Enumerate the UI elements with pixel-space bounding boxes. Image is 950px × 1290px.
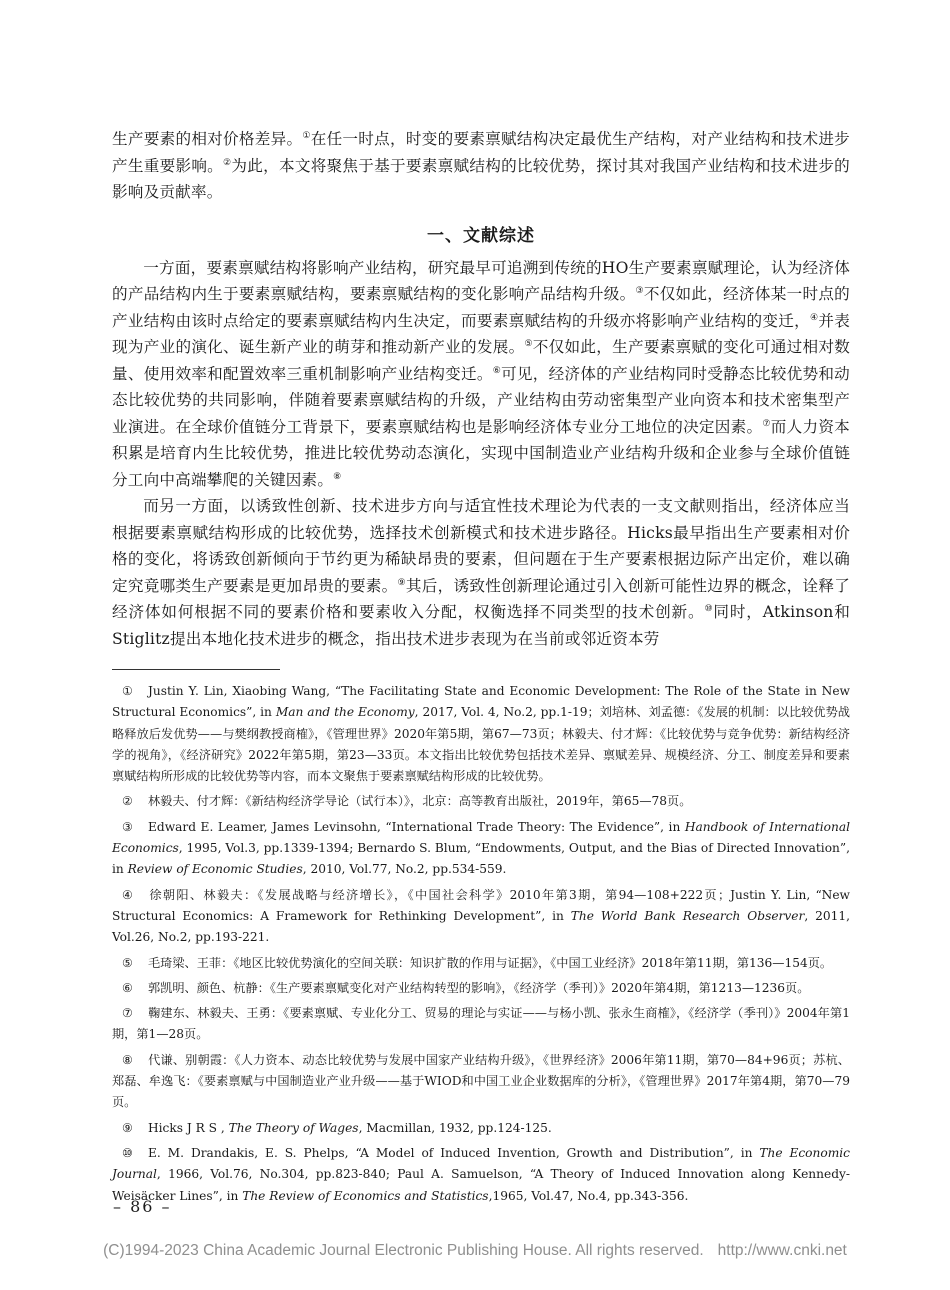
watermark-url: http://www.cnki.net <box>717 1242 847 1259</box>
text-run: 可见，经济体的产业结构同时受静态比较优势和动态比较优势的共同影响，伴随着要素禀赋结构的升级，产业结构由劳动密集型产业向资本和技术密集型产业演进。在全球价值链分工背景下，要素禀赋结构也是影响经济体专业分工地位的决定因素。 <box>112 364 850 436</box>
footnote-1: ① Justin Y. Lin, Xiaobing Wang, “The Facilitating State and Economic Development: The Role of the State in New Structural Economics”, in Man and the Economy, 2017, Vol. 4, No.2, pp.1-19；刘培林、刘孟德：《发展的机制：以比较优势战略释放后发优势——与樊纲教授商榷》，《管理世界》2020年第5期，第67—73页；林毅夫、付才辉：《比较优势与竞争优势：新结构经济学的视角》，《经济研究》2022年第5期，第23—33页。本文指出比较优势包括技术差异、禀赋差异、规模经济、分工、制度差异和要素禀赋结构所形成的比较优势等内容，而本文聚焦于要素禀赋结构形成的比较优势。 <box>112 681 850 787</box>
footnote-number: ⑧ <box>122 1052 133 1067</box>
footnote-ref[interactable]: ⑨ <box>397 577 406 588</box>
footnote-ref[interactable]: ① <box>302 130 311 141</box>
text-run: 生产要素的相对价格差异。 <box>112 130 303 148</box>
footnote-number: ⑨ <box>122 1120 133 1135</box>
footnote-ref[interactable]: ⑩ <box>704 603 714 614</box>
footnote-ref[interactable]: ④ <box>809 312 819 323</box>
footnote-6: ⑥ 郭凯明、颜色、杭静：《生产要素禀赋变化对产业结构转型的影响》，《经济学（季刊）》2020年第4期，第1213—1236页。 <box>112 978 850 999</box>
footnote-number: ⑩ <box>122 1145 133 1160</box>
footnote-number: ② <box>122 794 133 809</box>
footnote-ref[interactable]: ⑤ <box>524 338 533 349</box>
paragraph-2 <box>112 493 850 652</box>
footnote-9: ⑨ Hicks J R S , The Theory of Wages, Macmillan, 1932, pp.124-125. <box>112 1118 850 1139</box>
watermark-text: (C)1994-2023 China Academic Journal Electronic Publishing House. All rights reserved. <box>103 1242 704 1259</box>
footnote-3: ③ Edward E. Leamer, James Levinsohn, “International Trade Theory: The Evidence”, in Handbook of International Economics, 1995, Vol.3, pp.1339-1394; Bernardo S. Blum, “Endowments, Output, and the Bias of Directed Innovation”, in Review of Economic Studies, 2010, Vol.77, No.2, pp.534-559. <box>112 817 850 881</box>
footnote-ref[interactable]: ② <box>223 157 232 168</box>
footnote-4: ④ 徐朝阳、林毅夫：《发展战略与经济增长》，《中国社会科学》2010年第3期，第94—108+222页；Justin Y. Lin, “New Structural Economics: A Framework for Rethinking Development”, in The World Bank Research Observer, 2011, Vol.26, No.2, pp.193-221. <box>112 885 850 949</box>
paragraph-1 <box>112 255 850 494</box>
section-title: 一、文献综述 <box>427 225 535 246</box>
footnote-ref[interactable]: ⑦ <box>762 418 771 429</box>
footnote-10: ⑩ E. M. Drandakis, E. S. Phelps, “A Model of Induced Invention, Growth and Distribution”, in The Economic Journal, 1966, Vol.76, No.304, pp.823-840; Paul A. Samuelson, “A Theory of Induced Innovation along Kennedy-Weisäcker Lines”, in The Review of Economics and Statistics,1965, Vol.47, No.4, pp.343-356. <box>112 1143 850 1207</box>
footnote-divider <box>112 669 280 670</box>
footnote-number: ③ <box>122 819 133 834</box>
footnote-number: ⑦ <box>122 1006 133 1021</box>
text-run: 一方面，要素禀赋结构将影响产业结构，研究最早可追溯到传统的HO生产要素禀赋理论，认为经济体的产品结构内生于要素禀赋结构，要素禀赋结构的变化影响产品结构升级。 <box>112 258 850 303</box>
footnote-number: ① <box>122 684 133 698</box>
text-run: 其后，诱致性创新理论通过引入创新可能性边界的概念，诠释了经济体如何根据不同的要素价格和要素收入分配，权衡选择不同类型的技术创新。 <box>112 576 850 621</box>
text-run: 而另一方面，以诱致性创新、技术进步方向与适宜性技术理论为代表的一支文献则指出，经济体应当根据要素禀赋结构形成的比较优势，选择技术创新模式和技术进步路径。Hicks最早指出生产要素相对价格的变化，将诱致创新倾向于节约更为稀缺昂贵的要素，但问题在于生产要素根据边际产出定价，难以确定究竟哪类生产要素是更加昂贵的要素。 <box>112 497 850 595</box>
text-run: 并表现为产业的演化、诞生新产业的萌芽和推动新产业的发展。 <box>112 311 850 356</box>
text-run: 而人力资本积累是培育内生比较优势，推进比较优势动态演化，实现中国制造业产业结构升级和企业参与全球价值链分工向中高端攀爬的关键因素。 <box>112 417 850 489</box>
footnote-ref[interactable]: ⑥ <box>492 365 502 376</box>
text-run: 在任一时点，时变的要素禀赋结构决定最优生产结构，对产业结构和技术进步产生重要影响。 <box>112 130 850 175</box>
footnote-number: ⑥ <box>122 980 133 995</box>
footnote-ref[interactable]: ③ <box>635 285 644 296</box>
copyright-watermark <box>0 1242 950 1260</box>
footnote-number: ⑤ <box>122 955 133 970</box>
text-run: 不仅如此，经济体某一时点的产业结构由该时点给定的要素禀赋结构内生决定，而要素禀赋结构的升级亦将影响产业结构的变迁， <box>112 285 850 330</box>
footnote-number: ④ <box>122 887 133 902</box>
page-number: – 86 – <box>113 1197 172 1216</box>
footnote-5: ⑤ 毛琦梁、王菲：《地区比较优势演化的空间关联：知识扩散的作用与证据》，《中国工业经济》2018年第11期，第136—154页。 <box>112 953 850 974</box>
text-run: 不仅如此，生产要素禀赋的变化可通过相对数量、使用效率和配置效率三重机制影响产业结构变迁。 <box>112 338 850 383</box>
footnote-ref[interactable]: ⑧ <box>333 471 342 482</box>
text-run: 为此，本文将聚焦于基于要素禀赋结构的比较优势，探讨其对我国产业结构和技术进步的影响及贡献率。 <box>112 156 850 201</box>
text-run: 同时，Atkinson和Stiglitz提出本地化技术进步的概念，指出技术进步表现为在当前或邻近资本劳 <box>112 603 850 648</box>
page-content <box>112 126 850 1211</box>
footnote-7: ⑦ 鞠建东、林毅夫、王勇：《要素禀赋、专业化分工、贸易的理论与实证——与杨小凯、张永生商榷》，《经济学（季刊）》2004年第1期，第1—28页。 <box>112 1003 850 1046</box>
footnote-8: ⑧ 代谦、别朝霞：《人力资本、动态比较优势与发展中国家产业结构升级》，《世界经济》2006年第11期，第70—84+96页；苏杭、郑磊、牟逸飞：《要素禀赋与中国制造业产业升级——基于WIOD和中国工业企业数据库的分析》，《管理世界》2017年第4期，第70—79页。 <box>112 1050 850 1114</box>
intro-paragraph <box>112 126 850 206</box>
footnote-2: ② 林毅夫、付才辉：《新结构经济学导论（试行本）》，北京：高等教育出版社，2019年，第65—78页。 <box>112 791 850 812</box>
